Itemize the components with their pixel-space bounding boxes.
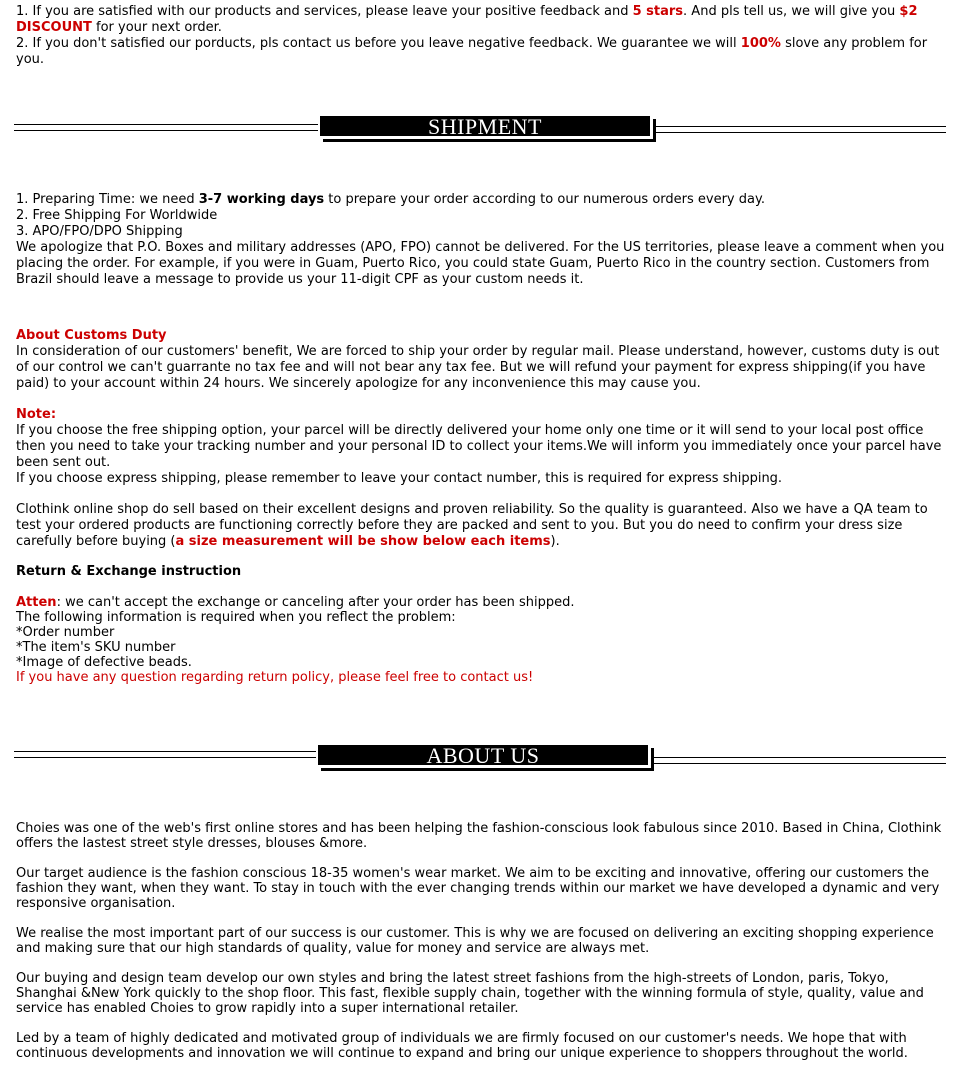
about-paragraph-5: Led by a team of highly dedicated and motivated group of individuals we are firmly focused on our customer's needs. We hope that with continuous developments and innovation we will continue to expand and bring our unique experience to shoppers throughout the world. bbox=[16, 1031, 908, 1061]
five-stars-highlight: 5 stars bbox=[632, 4, 684, 19]
atten-label: Atten bbox=[16, 595, 57, 610]
shipment-item-3: 3. APO/FPO/DPO Shipping bbox=[16, 224, 183, 239]
atten-line bbox=[16, 595, 948, 610]
customs-text: In consideration of our customers' benefit, We are forced to ship your order by regular mail. Please understand, however, customs duty is out of our control we can't guarrante no tax fee and will not bear any tax fee. But we will refund your payment for express shipping(if you have paid) to your account within 24 hours. We sincerely apologize for any inconvenience this may cause you. bbox=[16, 344, 940, 391]
return-contact-text: If you have any question regarding return policy, please feel free to contact us! bbox=[16, 670, 534, 685]
shipment-section bbox=[16, 192, 948, 288]
quality-section bbox=[16, 502, 948, 550]
quality-text bbox=[16, 502, 948, 550]
feedback-line-1 bbox=[16, 4, 948, 36]
note-text-1: If you choose the free shipping option, your parcel will be directly delivered your home only one time or it will send to your local post office then you need to take your tracking number and your personal ID to collect your items.We will inform you immediately once your parcel have been sent out. bbox=[16, 423, 942, 470]
banner-rule-left bbox=[14, 751, 316, 758]
requirement-image: *Image of defective beads. bbox=[16, 655, 192, 670]
atten-text: : we can't accept the exchange or canceling after your order has been shipped. bbox=[56, 595, 575, 610]
about-paragraph-3: We realise the most important part of our success is our customer. This is why we are focused on delivering an exciting shopping experience and making sure that our high standards of quality, value for money and service are always met. bbox=[16, 926, 934, 956]
banner-rule-right bbox=[656, 126, 946, 133]
note-section bbox=[16, 407, 948, 487]
size-measurement-highlight: a size measurement will be show below each items bbox=[175, 534, 551, 549]
shipment-text: 1. Preparing Time: we need bbox=[16, 192, 199, 207]
customs-section bbox=[16, 328, 948, 392]
about-heading: ABOUT US bbox=[318, 745, 651, 768]
shipment-item-1 bbox=[16, 192, 948, 208]
note-text-2: If you choose express shipping, please remember to leave your contact number, this is required for express shipping. bbox=[16, 471, 783, 486]
customs-title: About Customs Duty bbox=[16, 328, 167, 343]
note-title: Note: bbox=[16, 407, 57, 422]
guarantee-highlight: 100% bbox=[740, 36, 781, 51]
discount-highlight: $2 DISCOUNT bbox=[16, 4, 918, 35]
info-line: The following information is required when you reflect the problem: bbox=[16, 610, 456, 625]
feedback-text: 2. If you don't satisfied our porducts, pls contact us before you leave negative feedback. We guarantee we will bbox=[16, 36, 741, 51]
quality-text-part: Clothink online shop do sell based on their excellent designs and proven reliability. So the quality is guaranteed. Also we have a QA team to test your ordered products are functioning correctly before they are packed and sent to you. But you do need to confirm your dress size carefully before buying ( bbox=[16, 502, 928, 549]
working-days-highlight: 3-7 working days bbox=[198, 192, 325, 207]
banner-rule-right bbox=[654, 757, 946, 764]
about-paragraph-2: Our target audience is the fashion conscious 18-35 women's wear market. We aim to be exciting and innovative, offering our customers the fashion they want, when they want. To stay in touch with the ever changing trends within our market we have developed a dynamic and very responsive organisation. bbox=[16, 866, 940, 911]
feedback-line-2 bbox=[16, 36, 948, 68]
requirement-sku: *The item's SKU number bbox=[16, 640, 176, 655]
feedback-text: slove any problem for you. bbox=[16, 36, 928, 67]
feedback-text: 1. If you are satisfied with our products and services, please leave your positive feedback and bbox=[16, 4, 633, 19]
about-banner bbox=[14, 745, 946, 773]
quality-text-part: ). bbox=[550, 534, 560, 549]
banner-rule-left bbox=[14, 124, 318, 131]
about-section bbox=[16, 821, 946, 1061]
feedback-text: . And pls tell us, we will give you bbox=[683, 4, 900, 19]
return-title-text: Return & Exchange instruction bbox=[16, 564, 242, 579]
feedback-text: for your next order. bbox=[91, 20, 222, 35]
shipment-heading: SHIPMENT bbox=[320, 116, 653, 139]
about-paragraph-1: Choies was one of the web's first online stores and has been helping the fashion-conscious look fabulous since 2010. Based in China, Clothink offers the lastest street style dresses, blouses &more. bbox=[16, 821, 942, 851]
shipment-banner bbox=[14, 116, 946, 144]
shipment-text: to prepare your order according to our numerous orders every day. bbox=[324, 192, 765, 207]
return-title bbox=[16, 564, 948, 580]
shipment-apology: We apologize that P.O. Boxes and military addresses (APO, FPO) cannot be delivered. For the US territories, please leave a comment when you placing the order. For example, if you were in Guam, Puerto Rico, you could state Guam, Puerto Rico in the country section. Customers from Brazil should leave a message to provide us your 11-digit CPF as your custom needs it. bbox=[16, 240, 945, 287]
feedback-section bbox=[16, 4, 948, 68]
about-paragraph-4: Our buying and design team develop our own styles and bring the latest street fashions from the high-streets of London, paris, Tokyo, Shanghai &New York quickly to the shop floor. This fast, flexible supply chain, together with the winning formula of style, quality, value and service has enabled Choies to grow rapidly into a super international retailer. bbox=[16, 971, 924, 1016]
requirement-order-number: *Order number bbox=[16, 625, 115, 640]
shipment-item-2: 2. Free Shipping For Worldwide bbox=[16, 208, 218, 223]
return-section bbox=[16, 595, 948, 685]
